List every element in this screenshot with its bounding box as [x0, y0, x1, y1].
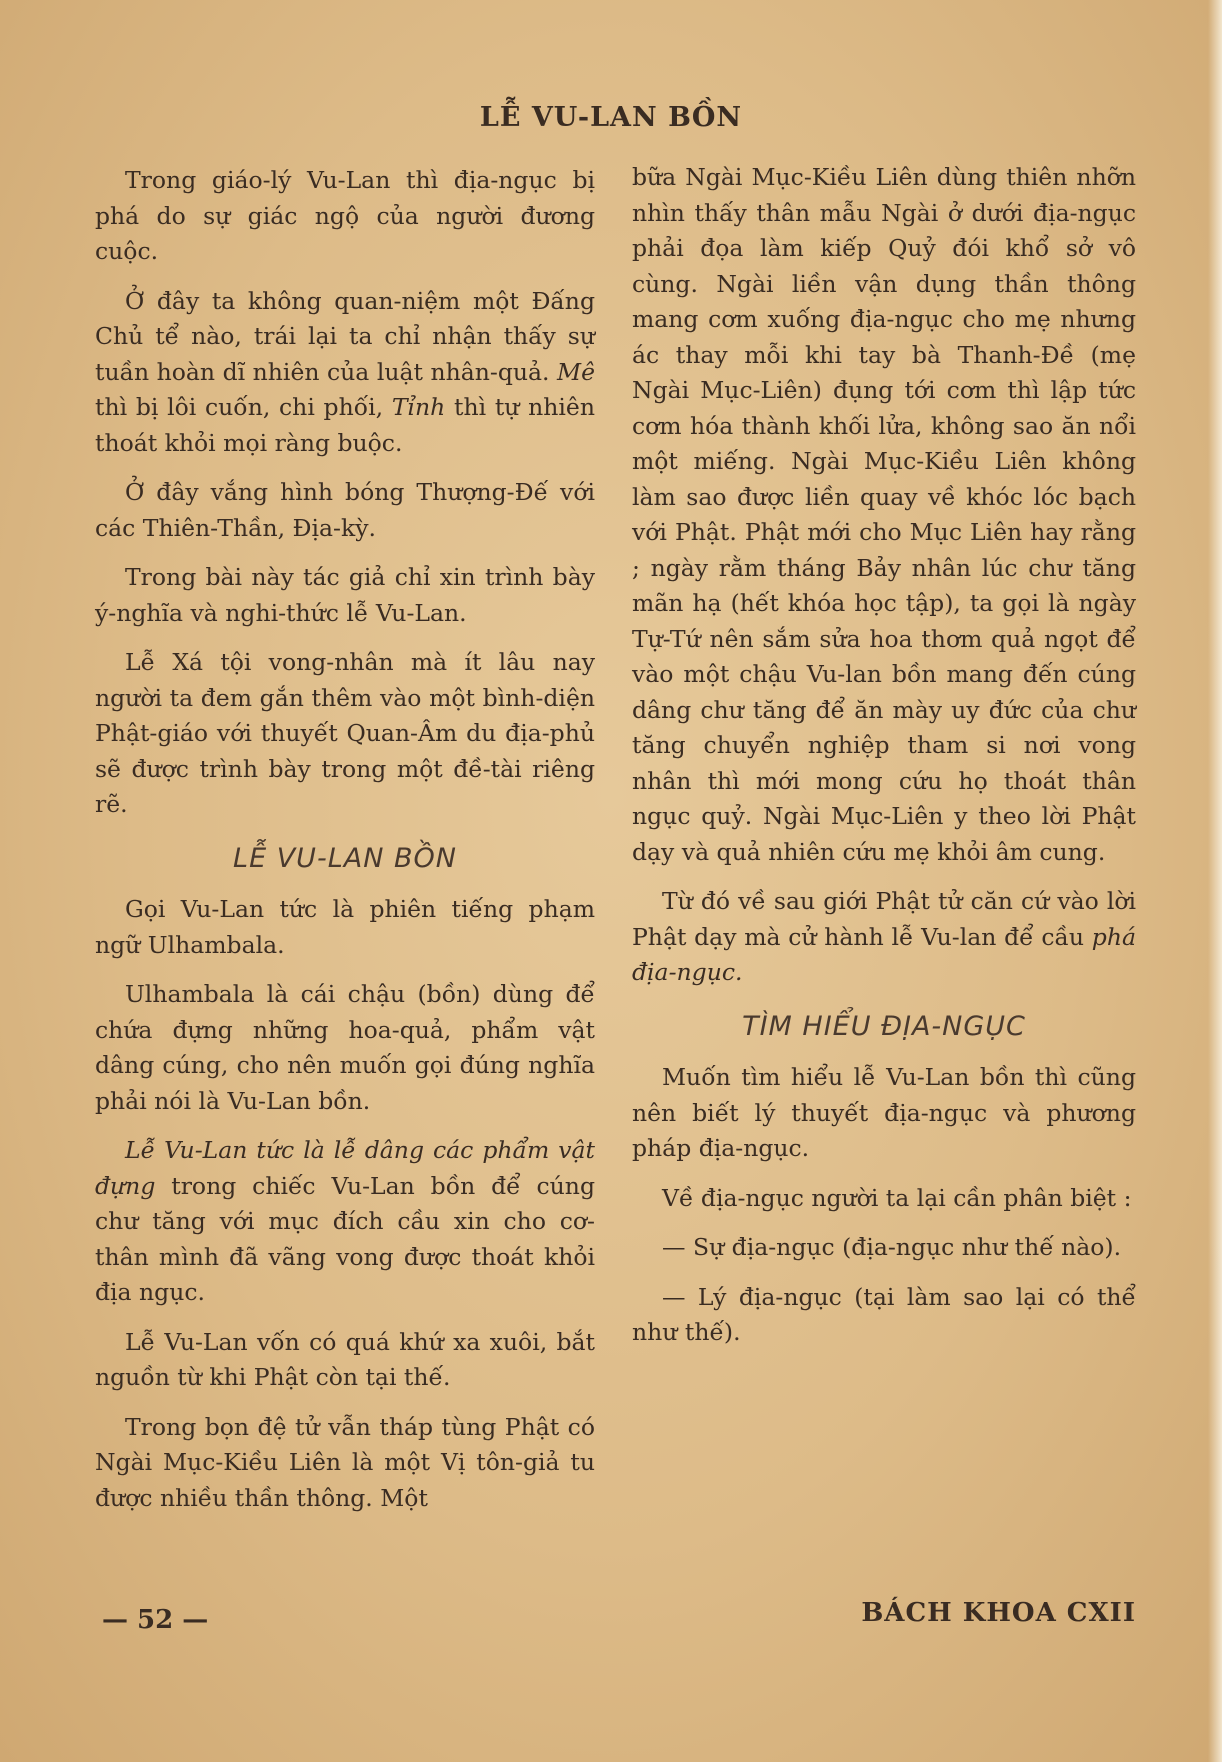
emphasis: phá địa-ngục. [632, 922, 1136, 986]
section-heading: TÌM HIỂU ĐỊA-NGỤC [742, 1010, 1026, 1042]
paragraph: Ở đây vắng hình bóng Thượng-Đế với các Thiên-Thần, Địa-kỳ. [95, 478, 595, 542]
paragraph: bữa Ngài Mục-Kiều Liên dùng thiên nhỡn nhìn thấy thân mẫu Ngài ở dưới địa-ngục phải đọa làm kiếp Quỷ đói khổ sở vô cùng. Ngài liền vận dụng thần thông mang cơm xuống địa-ngục cho mẹ nhưng ác thay mỗi khi tay bà Thanh-Đề (mẹ Ngài Mục-Liên) đụng tới cơm thì lập tức cơm hóa thành khối lửa, không sao ăn nổi một miếng. Ngài Mục-Kiều Liên không làm sao được liền quay về khóc lóc bạch với Phật. Phật mới cho Mục Liên hay rằng ; ngày rằm tháng Bảy nhân lúc chư tăng mãn hạ (hết khóa học tập), ta gọi là ngày Tự-Tứ nên sắm sửa hoa thơm quả ngọt để vào một chậu Vu-lan bồn mang đến cúng dâng chư tăng để ăn mày uy đức của chư tăng chuyển nghiệp tham si nơi vong nhân thì mới mong cứu họ thoát thân ngục quỷ. Ngài Mục-Liên y theo lời Phật dạy và quả nhiên cứu mẹ khỏi âm cung. [632, 163, 1136, 866]
page-number: — 52 — [102, 1605, 209, 1635]
list-item: — Sự địa-ngục (địa-ngục như thế nào). [662, 1233, 1122, 1261]
text: trong chiếc Vu-Lan bồn để cúng chư tăng với mục đích cầu xin cho cơ-thân mình đã vãng vong được thoát khỏi địa ngục. [95, 1171, 595, 1306]
emphasis: Lễ Vu-Lan tức là lễ dâng các phẩm vật đựng [95, 1136, 595, 1200]
emphasis: Mê [557, 357, 595, 386]
right-column [632, 160, 1136, 1365]
text: Từ đó về sau giới Phật tử căn cứ vào lời Phật dạy mà cử hành lễ Vu-lan để cầu [632, 887, 1136, 951]
paragraph: Muốn tìm hiểu lễ Vu-Lan bồn thì cũng nên biết lý thuyết địa-ngục và phương pháp địa-ngục. [632, 1063, 1136, 1162]
text: thì tự nhiên thoát khỏi mọi ràng buộc. [95, 393, 595, 457]
emphasis: Tỉnh [391, 393, 446, 421]
publication-name: BÁCH KHOA CXII [861, 1598, 1136, 1628]
paragraph: Ulhambala là cái chậu (bồn) dùng để chứa đựng những hoa-quả, phẩm vật dâng cúng, cho nên muốn gọi đúng nghĩa phải nói là Vu-Lan bồn. [95, 980, 595, 1115]
paragraph [95, 1133, 595, 1311]
text: thì bị lôi cuốn, chi phối, [95, 393, 392, 421]
paragraph: Gọi Vu-Lan tức là phiên tiếng phạm ngữ Ulhambala. [95, 895, 595, 959]
left-column [95, 163, 595, 1530]
paragraph [632, 884, 1136, 991]
paragraph: Lễ Xá tội vong-nhân mà ít lâu nay người ta đem gắn thêm vào một bình-diện Phật-giáo với thuyết Quan-Âm du địa-phủ sẽ được trình bày trong một đề-tài riêng rẽ. [95, 648, 595, 818]
section-heading: LỄ VU-LAN BỒN [233, 842, 457, 874]
text: Ở đây ta không quan-niệm một Đấng Chủ tể nào, trái lại ta chỉ nhận thấy sự tuần hoàn dĩ nhiên của luật nhân-quả. [95, 286, 595, 386]
running-header: LỄ VU-LAN BỒN [479, 102, 743, 133]
paragraph: Trong bài này tác giả chỉ xin trình bày ý-nghĩa và nghi-thức lễ Vu-Lan. [95, 563, 595, 627]
paragraph: Trong giáo-lý Vu-Lan thì địa-ngục bị phá do sự giác ngộ của người đương cuộc. [95, 166, 595, 265]
paragraph [95, 284, 595, 462]
paragraph: Lễ Vu-Lan vốn có quá khứ xa xuôi, bắt nguồn từ khi Phật còn tại thế. [95, 1327, 595, 1391]
page-edge [1208, 0, 1222, 1762]
paragraph: Trong bọn đệ tử vẫn tháp tùng Phật có Ngài Mục-Kiều Liên là một Vị tôn-giả tu được nhiều thần thông. Một [95, 1412, 595, 1512]
list-item: — Lý địa-ngục (tại làm sao lại có thể như thế). [632, 1282, 1136, 1346]
paragraph: Về địa-ngục người ta lại cần phân biệt : [662, 1183, 1132, 1212]
